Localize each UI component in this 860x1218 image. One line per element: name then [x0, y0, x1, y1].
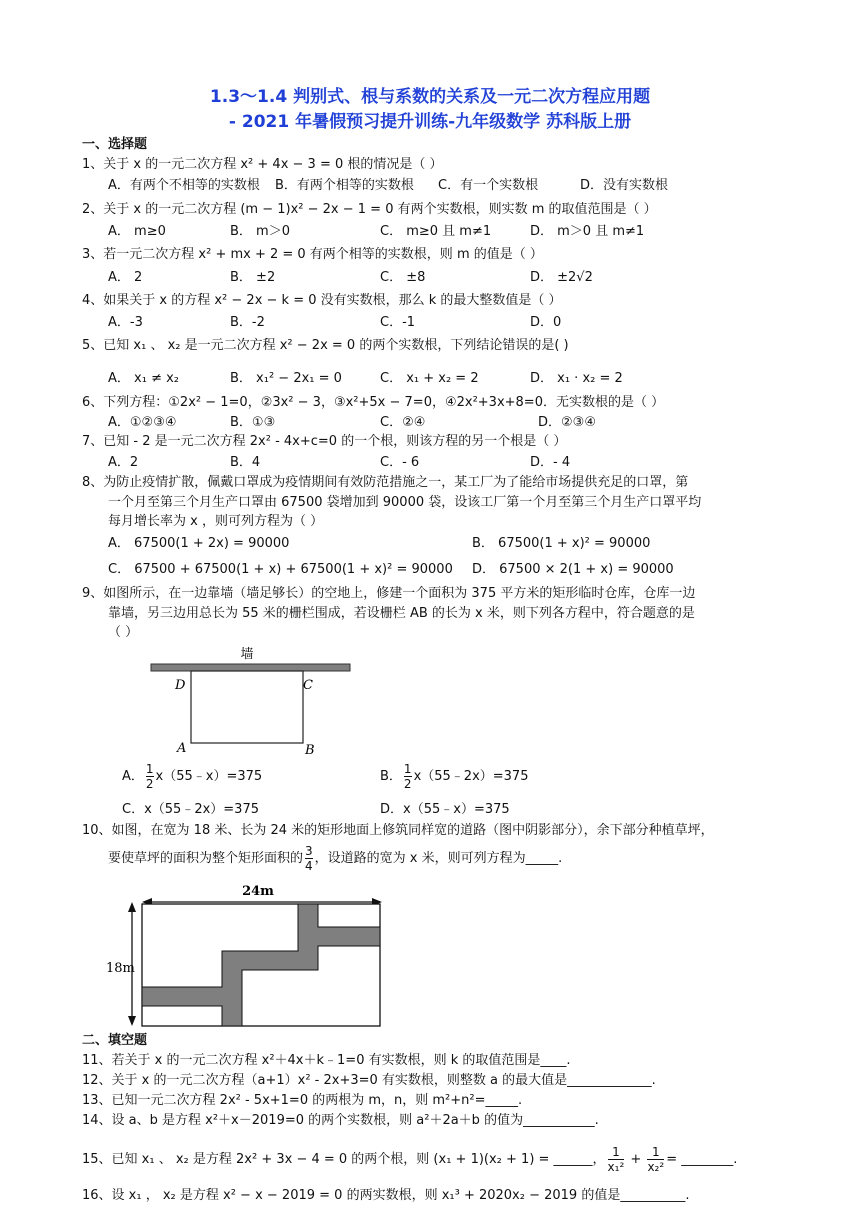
- q4-option-b: B．-2: [230, 315, 265, 330]
- q8-option-b: B． 67500(1 + x)² = 90000: [472, 536, 651, 551]
- q8-option-c: C． 67500 + 67500(1 + x) + 67500(1 + x)² = 90000: [108, 562, 453, 577]
- fraction-num: 1: [647, 1145, 664, 1160]
- road-figure: [100, 880, 390, 1030]
- question-10-line-1: 10、如图，在宽为 18 米、长为 24 米的矩形地面上修筑同样宽的道路（图中阴影部分），余下部分种植草坪，: [82, 823, 714, 838]
- warehouse-figure: [145, 642, 360, 762]
- q2-option-b: B． m＞0: [230, 224, 290, 239]
- label-c: C: [303, 678, 313, 693]
- height-arrow-bottom-head: [128, 1016, 136, 1026]
- title-line-1: 1.3～1.4 判别式、根与系数的关系及一元二次方程应用题: [209, 87, 651, 107]
- fraction-1-over-x2sq: [647, 1145, 664, 1174]
- q5-option-d: D． x₁ · x₂ = 2: [530, 371, 623, 386]
- fraction-num: 1: [145, 762, 154, 776]
- fraction-den: 2: [145, 777, 154, 791]
- fraction-den: 2: [403, 777, 412, 791]
- q15-text-b: = ________.: [666, 1152, 738, 1167]
- height-arrow-top-head: [128, 902, 136, 912]
- wall-bar: [151, 664, 350, 671]
- fraction-three-quarters: [305, 844, 313, 873]
- section-fill: 二、填空题: [82, 1033, 148, 1048]
- q4-option-c: C．-1: [380, 315, 416, 330]
- q6-option-a: A．①②③④: [108, 415, 177, 430]
- fraction-half-b: [404, 762, 412, 791]
- question-14: 14、设 a、b 是方程 x²＋x－2019=0 的两个实数根，则 a²＋2a＋b 的值为___________.: [82, 1113, 599, 1128]
- fraction-1-over-x1sq: [608, 1145, 625, 1174]
- section-choice: 一、选择题: [82, 137, 148, 152]
- question-9-line-3: （ ）: [108, 625, 139, 640]
- q9-option-b: [380, 762, 528, 791]
- question-7: 7、已知 - 2 是一元二次方程 2x² - 4x+c=0 的一个根，则该方程的另一个根是（ ）: [82, 434, 567, 449]
- question-8-line-3: 每月增长率为 x ，则可列方程为（ ）: [108, 514, 324, 529]
- q6-option-b: B．①③: [230, 415, 276, 430]
- question-8-line-2: 一个月至第三个月生产口罩由 67500 袋增加到 90000 袋，设该工厂第一个月至第三个月生产口罩平均: [108, 495, 702, 510]
- q2-option-a: A． m≥0: [108, 224, 166, 239]
- fraction-num: 1: [403, 762, 412, 776]
- question-4: 4、如果关于 x 的方程 x² − 2x − k = 0 没有实数根，那么 k 的最大整数值是（ ）: [82, 293, 562, 308]
- q3-option-b: B． ±2: [230, 270, 276, 285]
- q7-option-b: B．4: [230, 455, 261, 470]
- question-16: 16、设 x₁ ， x₂ 是方程 x² − x − 2019 = 0 的两实数根，则 x₁³ + 2020x₂ − 2019 的值是__________.: [82, 1188, 690, 1203]
- height-label: 18m: [106, 961, 135, 976]
- label-d: D: [175, 678, 186, 693]
- question-9-line-2: 靠墙，另三边用总长为 55 米的栅栏围成，若设栅栏 AB 的长为 x 米，则下列各方程中，符合题意的是: [108, 606, 695, 621]
- label-a: A: [177, 741, 187, 756]
- title-line-2: - 2021 年暑假预习提升训练-九年级数学 苏科版上册: [228, 112, 632, 132]
- q5-option-b: B． x₁² − 2x₁ = 0: [230, 371, 342, 386]
- q7-option-c: C．- 6: [380, 455, 420, 470]
- q8-option-a: A． 67500(1 + 2x) = 90000: [108, 536, 290, 551]
- q3-option-d: D． ±2√2: [530, 270, 593, 285]
- fraction-num: 3: [305, 844, 313, 858]
- q3-option-c: C． ±8: [380, 270, 426, 285]
- q9-option-b-letter: B．: [380, 769, 402, 784]
- q2-option-c: C． m≥0 且 m≠1: [380, 224, 492, 239]
- fraction-den: x₁²: [607, 1160, 625, 1174]
- question-5: 5、已知 x₁ 、 x₂ 是一元二次方程 x² − 2x = 0 的两个实数根，下列结论错误的是( ): [82, 338, 569, 353]
- question-3: 3、若一元二次方程 x² + mx + 2 = 0 有两个相等的实数根，则 m 的值是（ ）: [82, 247, 543, 262]
- question-8-line-1: 8、为防止疫情扩散，佩戴口罩成为疫情期间有效防范措施之一，某工厂为了能给市场提供充足的口罩，第: [82, 475, 689, 490]
- question-2: 2、关于 x 的一元二次方程 (m − 1)x² − 2x − 1 = 0 有两个实数根，则实数 m 的取值范围是（ ）: [82, 202, 657, 217]
- q9-option-b-text: x（55﹣2x）=375: [413, 769, 529, 784]
- fraction-den: 4: [305, 859, 313, 873]
- question-13: 13、已知一元二次方程 2x² - 5x+1=0 的两根为 m，n，则 m²+n²=_____.: [82, 1093, 523, 1108]
- q9-option-a: [122, 762, 262, 791]
- question-15: 15、已知 x₁ 、 x₂ 是方程 2x² + 3x − 4 = 0 的两个根，则 (x₁ + 1)(x₂ + 1) = ______， $\frac{1}{\text{x₁²}}$ + $\frac{1}{\text{x₂²}}$ = ________.: [82, 1145, 738, 1174]
- q1-option-a: A．有两个不相等的实数根: [108, 178, 260, 193]
- q3-option-a: A． 2: [108, 270, 143, 285]
- question-11: 11、若关于 x 的一元二次方程 x²＋4x＋k﹣1=0 有实数根，则 k 的取值范围是____.: [82, 1053, 571, 1068]
- label-b: B: [305, 743, 315, 758]
- q8-option-d: D． 67500 × 2(1 + x) = 90000: [472, 562, 674, 577]
- fraction-num: 1: [608, 1145, 625, 1160]
- q5-option-a: A． x₁ ≠ x₂: [108, 371, 179, 386]
- q7-option-a: A．2: [108, 455, 139, 470]
- q15-text-a: 15、已知 x₁ 、 x₂ 是方程 2x² + 3x − 4 = 0 的两个根，则 (x₁ + 1)(x₂ + 1) = ______，: [82, 1152, 606, 1167]
- wall-label: 墙: [240, 647, 254, 662]
- q6-option-c: C．②④: [380, 415, 426, 430]
- fraction-den: x₂²: [647, 1160, 665, 1174]
- q1-option-b: B．有两个相等的实数根: [275, 178, 414, 193]
- width-label: 24m: [242, 884, 274, 899]
- q1-option-d: D．没有实数根: [580, 178, 669, 193]
- q5-option-c: C． x₁ + x₂ = 2: [380, 371, 479, 386]
- question-6: 6、下列方程：①2x² − 1=0，②3x² − 3，③x²+5x − 7=0，④2x²+3x+8=0．无实数根的是（ ）: [82, 395, 665, 410]
- question-10-line-2: [108, 843, 562, 875]
- question-12: 12、关于 x 的一元二次方程（a+1）x² - 2x+3=0 有实数根，则整数 a 的最大值是_____________.: [82, 1073, 656, 1088]
- q9-option-d: D．x（55﹣x）=375: [380, 802, 510, 817]
- question-1: 1、关于 x 的一元二次方程 x² + 4x − 3 = 0 根的情况是（ ）: [82, 157, 443, 172]
- q10-text-b: ，设道路的宽为 x 米，则可列方程为_____.: [314, 851, 563, 866]
- q9-option-c: C．x（55﹣2x）=375: [122, 802, 259, 817]
- warehouse-rect: [191, 671, 303, 743]
- q7-option-d: D．- 4: [530, 455, 571, 470]
- fraction-half-a: [146, 762, 154, 791]
- q9-option-a-letter: A．: [122, 769, 144, 784]
- q6-option-d: D．②③④: [538, 415, 596, 430]
- q10-text-a: 要使草坪的面积为整个矩形面积的: [108, 851, 304, 866]
- q2-option-d: D． m＞0 且 m≠1: [530, 224, 645, 239]
- q4-option-d: D．0: [530, 315, 562, 330]
- q4-option-a: A．-3: [108, 315, 143, 330]
- q9-option-a-text: x（55﹣x）=375: [155, 769, 263, 784]
- question-9-line-1: 9、如图所示，在一边靠墙（墙足够长）的空地上，修建一个面积为 375 平方米的矩形临时仓库，仓库一边: [82, 586, 696, 601]
- q1-option-c: C．有一个实数根: [438, 178, 539, 193]
